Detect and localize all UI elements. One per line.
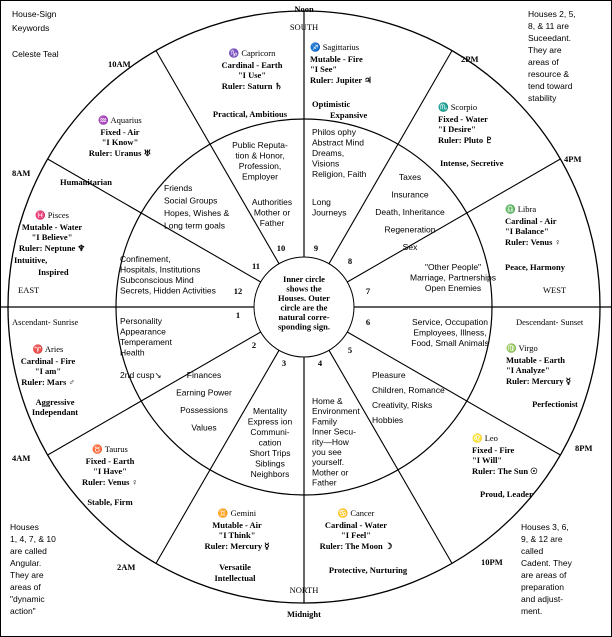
sign-name-taurus: ♉ Taurus — [92, 444, 128, 454]
sign-name-scorpio: ♏ Scorpio — [438, 102, 478, 112]
time-10pm: 10PM — [481, 557, 503, 567]
house-keywords-4: rity—How — [312, 436, 349, 447]
house-keywords-3: Neighbors — [250, 469, 290, 479]
note-succedent: They are — [528, 45, 562, 55]
house-keywords-4: Father — [312, 477, 337, 488]
sign-quality-libra: Cardinal - Air — [505, 216, 557, 226]
house-keywords-7: "Other People" — [424, 262, 482, 272]
sign-ruler-cancer: Ruler: The Moon ☽ — [319, 541, 393, 551]
note-cadent: 9, & 12 are — [521, 534, 563, 544]
house-number-10: 10 — [276, 243, 286, 253]
house-keywords-9: Philos ophy — [312, 127, 356, 137]
house-number-3: 3 — [281, 358, 287, 368]
house-keywords-8: Sex — [402, 242, 418, 252]
note-cadent: Houses 3, 6, — [521, 522, 569, 532]
time-2am: 2AM — [117, 562, 136, 572]
descendant-label: Descendant- Sunset — [516, 317, 584, 327]
note-angular: Houses — [10, 522, 39, 532]
house-keywords-9: Religion, Faith — [312, 169, 367, 179]
diagram-texts — [10, 4, 592, 619]
diagram-title: Keywords — [12, 23, 50, 33]
ascendant-label: Ascendant- Sunrise — [12, 317, 79, 327]
sign-ruler-virgo: Ruler: Mercury ☿ — [506, 376, 572, 386]
time-4am: 4AM — [12, 453, 31, 463]
sign-name-gemini: ♊ Gemini — [217, 508, 257, 518]
house-keywords-7: Marriage, Partnerships — [410, 272, 496, 283]
sign-trait-capricorn: Practical, Ambitious — [212, 109, 288, 119]
sign-quality-gemini: Mutable - Air — [212, 520, 262, 530]
sign-keyword-aquarius: "I Know" — [101, 137, 139, 147]
sign-name-libra: ♎ Libra — [505, 204, 537, 214]
house-keywords-5: Hobbies — [372, 415, 404, 425]
house-keywords-1: Personality — [120, 316, 163, 326]
sign-ruler-aquarius: Ruler: Uranus ♅ — [88, 148, 152, 158]
direction-west: WEST — [543, 285, 567, 295]
note-cadent: ment. — [521, 606, 543, 616]
direction-south: SOUTH — [289, 22, 319, 32]
house-keywords-9b: Journeys — [312, 207, 347, 218]
note-cadent: preparation — [521, 582, 565, 592]
house-number-9: 9 — [313, 243, 319, 253]
sign-quality-scorpio: Fixed - Water — [438, 114, 488, 124]
house-keywords-4: Environment — [312, 406, 360, 417]
house-keywords-9b: Long — [312, 197, 331, 207]
house-keywords-1: Temperament — [120, 337, 172, 347]
sign-trait-gemini: Intellectual — [214, 573, 256, 583]
note-cadent: are areas of — [521, 570, 567, 580]
house-keywords-5: Children, Romance — [372, 385, 445, 395]
house-number-4: 4 — [317, 358, 323, 368]
house-number-11: 11 — [251, 261, 261, 271]
house-keywords-8: Insurance — [391, 189, 429, 200]
sign-ruler-taurus: Ruler: Venus ♀ — [82, 477, 138, 487]
house-number-1: 1 — [235, 310, 241, 320]
time-midnight: Midnight — [286, 609, 322, 619]
sign-trait-virgo: Perfectionist — [532, 399, 578, 409]
center-note: Houses. Outer — [278, 293, 330, 303]
sign-keyword-virgo: "I Analyze" — [506, 365, 550, 375]
sign-trait-scorpio: Intense, Secretive — [440, 158, 504, 168]
house-keywords-9: Abstract Mind — [312, 137, 364, 148]
house-keywords-9: Dreams, — [312, 148, 345, 158]
author-name: Celeste Teal — [12, 49, 59, 59]
house-keywords-4: Family — [312, 416, 338, 427]
house-number-5: 5 — [347, 345, 353, 355]
sign-ruler-gemini: Ruler: Mercury ☿ — [204, 541, 270, 551]
sign-trait-aries: Aggressive — [35, 397, 75, 407]
note-cadent: Cadent. They — [521, 558, 572, 568]
house-keywords-8: Taxes — [398, 172, 422, 182]
sign-quality-sagittarius: Mutable - Fire — [310, 54, 363, 64]
house-keywords-1: Appearance — [120, 326, 166, 337]
house-keywords-2: Values — [191, 422, 217, 433]
sign-name-capricorn: ♑ Capricorn — [228, 48, 276, 58]
house-keywords-5: Creativity, Risks — [372, 400, 433, 410]
note-angular: areas of — [10, 582, 41, 592]
note-angular: Angular. — [10, 558, 42, 568]
house-keywords-6: Food, Small Animals — [411, 338, 489, 348]
house-keywords-4: you see — [312, 447, 342, 457]
sign-ruler-pisces: Ruler: Neptune ♆ — [18, 243, 86, 253]
sign-name-virgo: ♍ Virgo — [506, 343, 538, 353]
house-number-2: 2 — [251, 340, 257, 350]
center-note: natural corre- — [278, 312, 330, 322]
sign-ruler-scorpio: Ruler: Pluto ♇ — [438, 135, 493, 145]
house-keywords-4: Inner Secu- — [312, 426, 356, 437]
note-succedent: stability — [528, 93, 557, 103]
sign-quality-aries: Cardinal - Fire — [20, 356, 76, 366]
house-keywords-6: Employees, Illness, — [413, 327, 487, 338]
house-keywords-3: Communi- — [250, 427, 290, 437]
time-8pm: 8PM — [575, 443, 593, 453]
sign-name-leo: ♌ Leo — [472, 433, 498, 443]
direction-east: EAST — [18, 285, 40, 295]
note-angular: "dynamic — [10, 594, 45, 604]
sign-keyword-gemini: "I Think" — [218, 530, 256, 540]
sign-ruler-sagittarius: Ruler: Jupiter ♃ — [310, 75, 372, 85]
sign-trait-gemini: Versatile — [219, 562, 251, 572]
house-keywords-7: Open Enemies — [424, 283, 482, 293]
house-keywords-11: Hopes, Wishes & — [164, 208, 230, 218]
sign-keyword-libra: "I Balance" — [505, 226, 549, 236]
sign-name-pisces: ♓ Pisces — [35, 210, 69, 220]
sign-trait-leo: Proud, Leader — [480, 489, 533, 499]
house-keywords-3: Siblings — [255, 458, 285, 469]
house-keywords-10b: Authorities — [251, 197, 293, 207]
note-succedent: Houses 2, 5, — [528, 9, 576, 19]
house-keywords-3: Short Trips — [249, 448, 291, 458]
sign-keyword-sagittarius: "I See" — [310, 64, 338, 74]
house-keywords-3: Express ion — [247, 416, 293, 427]
sign-trait-aquarius: Humanitarian — [60, 177, 112, 187]
sign-trait-taurus: Stable, Firm — [87, 497, 133, 507]
sign-trait-pisces: Inspired — [38, 267, 69, 277]
note-cadent: called — [521, 546, 544, 556]
house-keywords-9: Visions — [312, 158, 340, 169]
sign-quality-cancer: Cardinal - Water — [324, 520, 388, 530]
house-keywords-10b: Father — [259, 218, 285, 228]
house-keywords-10: Profession, — [238, 161, 282, 171]
house-keywords-12: Secrets, Hidden Activities — [120, 285, 216, 296]
house-keywords-3: Mentality — [252, 406, 288, 416]
center-note: circle are the — [280, 302, 328, 313]
house-keywords-11: Social Groups — [164, 195, 218, 206]
house-keywords-3: cation — [258, 437, 282, 448]
sign-keyword-capricorn: "I Use" — [237, 70, 267, 80]
note-succedent: Suceedant. — [528, 33, 572, 43]
house-keywords-11: Friends — [164, 183, 193, 193]
note-succedent: areas of — [528, 57, 559, 67]
sign-ruler-aries: Ruler: Mars ♂ — [21, 377, 75, 387]
sign-name-aquarius: ♒ Aquarius — [98, 115, 142, 125]
sign-trait-sagittarius: Optimistic — [312, 99, 351, 109]
center-note: Inner circle — [283, 274, 325, 284]
house-keywords-1: Health — [120, 347, 145, 358]
sign-ruler-capricorn: Ruler: Saturn ♄ — [221, 81, 283, 91]
house-keywords-10: Employer — [242, 171, 278, 182]
house-keywords-8: Regeneration — [384, 224, 436, 235]
note-angular: They are — [10, 570, 44, 580]
sign-name-sagittarius: ♐ Sagittarius — [310, 42, 360, 52]
sign-quality-leo: Fixed - Fire — [472, 445, 515, 455]
house-keywords-11: Long term goals — [164, 220, 225, 231]
house-keywords-2: Earning Power — [176, 387, 232, 398]
house-keywords-6: Service, Occupation — [411, 317, 489, 327]
house-keywords-2: Finances — [186, 370, 222, 380]
diagram-title: House-Sign — [12, 9, 57, 19]
note-succedent: 8, & 11 are — [528, 21, 569, 31]
house-keywords-5: Pleasure — [372, 370, 406, 380]
sign-trait-sagittarius: Expansive — [330, 110, 368, 120]
center-note: shows the — [286, 283, 322, 294]
house-keywords-4: Mother or — [312, 467, 349, 478]
cusp-note: 2nd cusp↘ — [120, 370, 162, 380]
time-2pm: 2PM — [461, 54, 479, 64]
sign-keyword-leo: "I Will" — [472, 455, 503, 465]
sign-trait-aries: Independant — [31, 407, 79, 417]
note-angular: are called — [10, 546, 47, 556]
sign-quality-taurus: Fixed - Earth — [85, 456, 135, 466]
time-noon: Noon — [294, 4, 314, 14]
sign-name-cancer: ♋ Cancer — [337, 508, 375, 518]
house-number-12: 12 — [233, 286, 243, 296]
house-number-8: 8 — [347, 256, 353, 266]
direction-north: NORTH — [289, 585, 319, 595]
house-keywords-10: Public Reputa- — [232, 140, 288, 150]
time-10am: 10AM — [108, 59, 131, 69]
sign-keyword-cancer: "I Feel" — [341, 530, 371, 540]
house-keywords-4: yourself. — [312, 457, 345, 468]
sign-quality-aquarius: Fixed - Air — [100, 127, 140, 137]
sign-trait-cancer: Protective, Nurturing — [328, 565, 408, 575]
note-succedent: resource & — [528, 69, 570, 79]
sign-keyword-taurus: "I Have" — [93, 466, 127, 476]
sign-keyword-aries: "I am" — [34, 366, 62, 376]
house-keywords-2: Possessions — [180, 405, 228, 415]
house-keywords-10: tion & Honor, — [235, 150, 285, 161]
house-keywords-4: Home & — [312, 396, 343, 406]
house-keywords-12: Confinement, — [120, 254, 171, 264]
sign-trait-libra: Peace, Harmony — [505, 262, 565, 272]
sign-quality-pisces: Mutable - Water — [21, 222, 83, 232]
note-succedent: tend toward — [528, 81, 573, 91]
center-note: sponding sign. — [278, 321, 330, 332]
sign-keyword-scorpio: "I Desire" — [438, 124, 476, 134]
sign-quality-virgo: Mutable - Earth — [506, 355, 566, 365]
house-number-7: 7 — [365, 286, 371, 296]
house-keywords-12: Subconscious Mind — [120, 275, 194, 285]
sign-trait-pisces: Intuitive, — [14, 255, 48, 265]
sign-keyword-pisces: "I Believe" — [31, 232, 73, 242]
house-number-6: 6 — [365, 317, 371, 327]
time-4pm: 4PM — [564, 154, 582, 164]
time-8am: 8AM — [12, 168, 31, 178]
note-cadent: and adjust- — [521, 594, 564, 604]
sign-ruler-libra: Ruler: Venus ♀ — [505, 237, 561, 247]
house-keywords-10b: Mother or — [253, 207, 291, 218]
note-angular: 1, 4, 7, & 10 — [10, 534, 56, 544]
sign-ruler-leo: Ruler: The Sun ☉ — [472, 466, 538, 476]
note-angular: action" — [10, 606, 36, 616]
sign-name-aries: ♈ Aries — [32, 344, 64, 354]
sign-quality-capricorn: Cardinal - Earth — [221, 60, 283, 70]
house-keywords-12: Hospitals, Institutions — [120, 264, 201, 275]
house-keywords-8: Death, Inheritance — [375, 207, 445, 217]
